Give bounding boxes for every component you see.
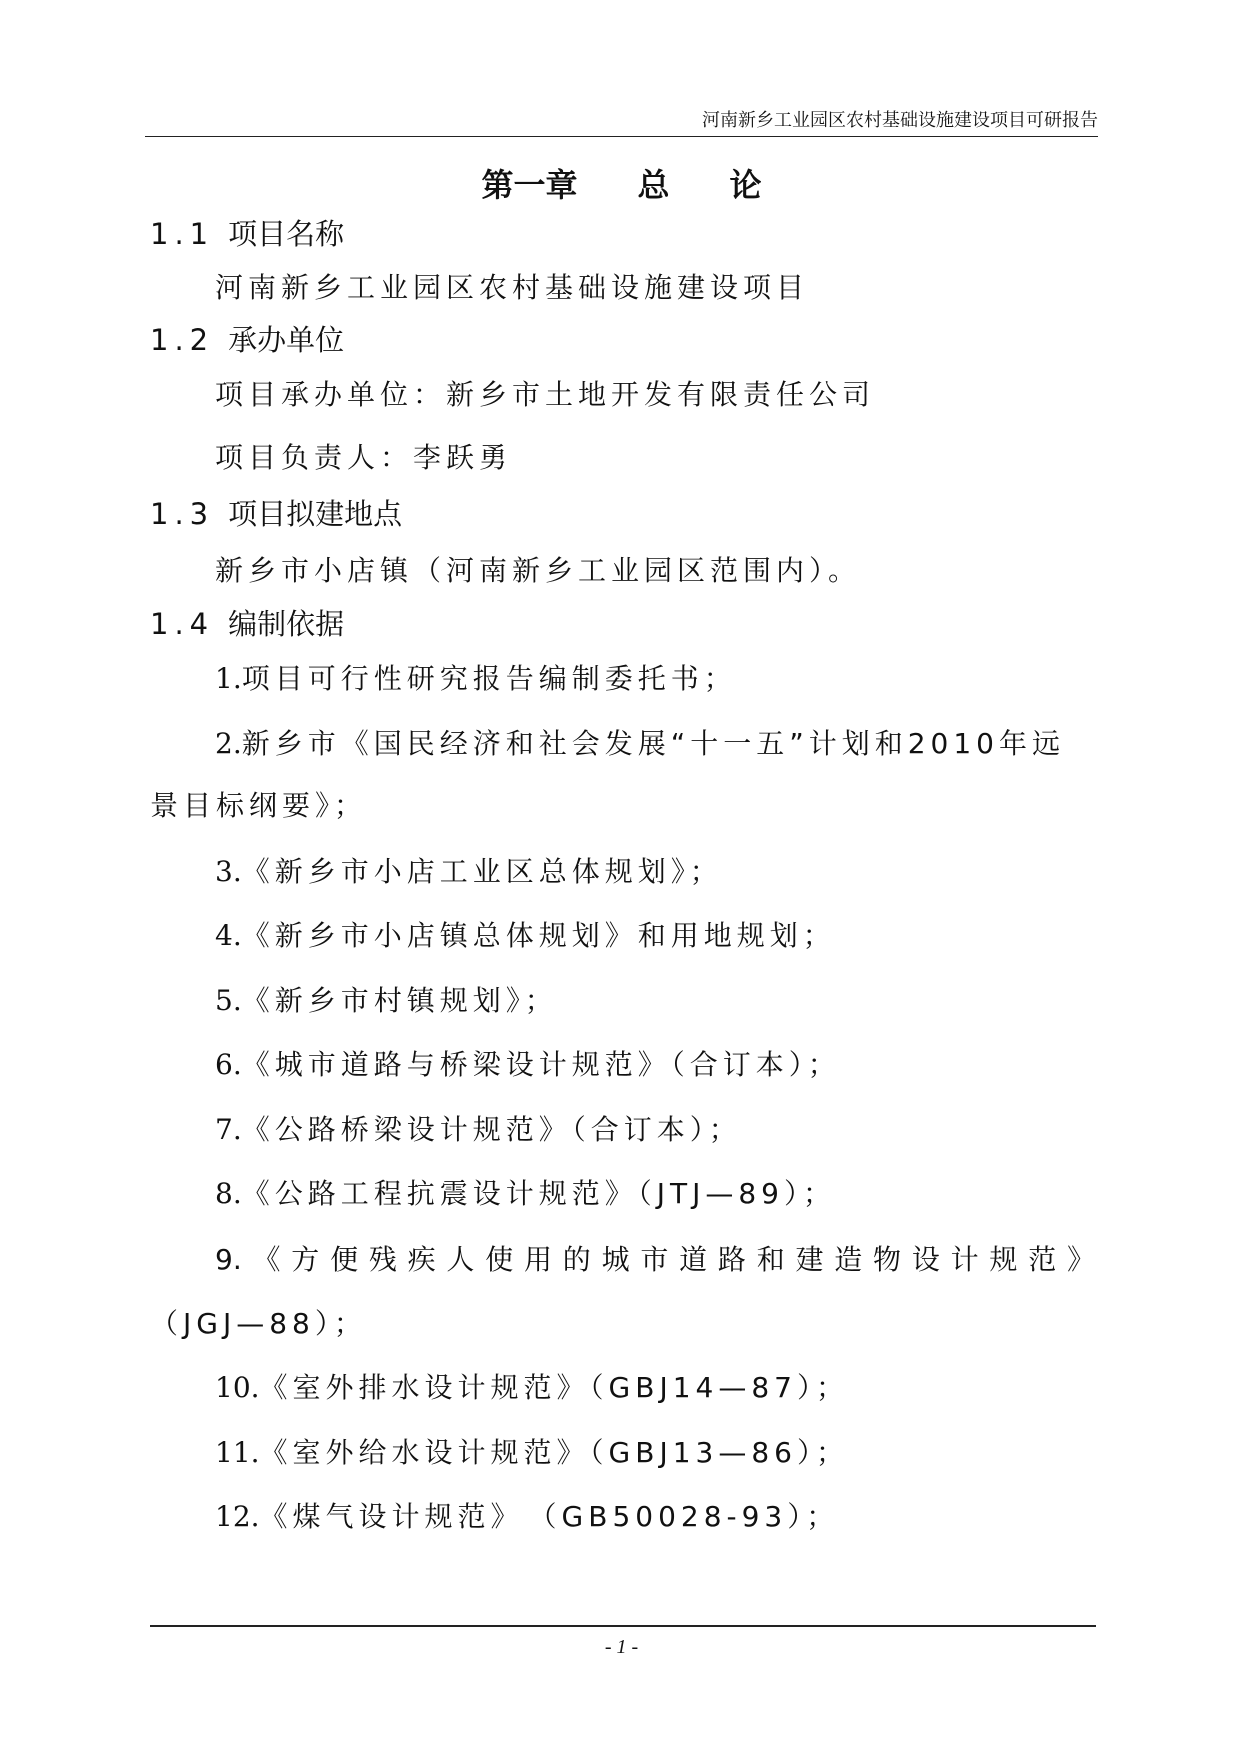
item-text: 项目可行性研究报告编制委托书； (241, 662, 737, 695)
item-number: 1. (215, 662, 242, 695)
item-number: 6. (215, 1048, 242, 1081)
list-item (215, 1431, 849, 1471)
header-divider (145, 136, 1098, 137)
list-item (215, 979, 558, 1019)
section-heading-1-3 (150, 492, 402, 533)
list-item (215, 657, 737, 697)
item-text: 《室外排水设计规范》（GBJ14—87）； (259, 1371, 849, 1404)
list-item (215, 1238, 1095, 1278)
item-number: 11. (215, 1436, 260, 1469)
list-item (215, 1108, 742, 1148)
list-item-continuation: 景目标纲要》； (150, 789, 368, 822)
section-title: 承办单位 (228, 323, 345, 357)
location-text: 新乡市小店镇（河南新乡工业园区范围内）。 (215, 554, 862, 587)
list-item (215, 1495, 839, 1535)
item-text: 《方便残疾人使用的城市道路和建造物设计规范》 (241, 1243, 1095, 1276)
item-number: 3. (215, 855, 242, 888)
section-heading-1-2 (150, 318, 344, 359)
item-number: 9. (215, 1243, 242, 1276)
section-number: 1.1 (150, 217, 215, 251)
list-item (215, 1172, 836, 1212)
item-text: 《室外给水设计规范》（GBJ13—86）； (259, 1436, 849, 1469)
section-title: 编制依据 (228, 607, 345, 641)
item-number: 2. (215, 727, 242, 760)
running-header: 河南新乡工业园区农村基础设施建设项目可研报告 (702, 110, 1098, 131)
leader-text: 项目负责人：李跃勇 (215, 441, 513, 474)
section-number: 1.4 (150, 607, 215, 641)
item-text: 《公路工程抗震设计规范》（JTJ—89）； (241, 1177, 836, 1210)
list-item (215, 1366, 849, 1406)
item-text: 《新乡市小店镇总体规划》和用地规划； (241, 919, 836, 952)
chapter-title (145, 160, 1098, 206)
list-item (215, 1043, 841, 1083)
section-title: 项目名称 (228, 217, 345, 251)
section-heading-1-1 (150, 212, 344, 253)
chapter-word-1: 总 (637, 166, 670, 204)
item-text: 《新乡市村镇规划》； (241, 984, 558, 1017)
item-text: 《城市道路与桥梁设计规范》（合订本）； (241, 1048, 841, 1081)
list-item (215, 914, 836, 954)
item-text: 新乡市《国民经济和社会发展“十一五”计划和2010年远 (241, 727, 1065, 760)
footer-divider (150, 1625, 1096, 1627)
item-number: 10. (215, 1371, 260, 1404)
item-text: 《新乡市小店工业区总体规划》； (241, 855, 723, 888)
item-text: 《煤气设计规范》 （GB50028-93）； (259, 1500, 840, 1533)
list-item (215, 722, 1065, 762)
chapter-word-2: 论 (729, 166, 762, 204)
section-heading-1-4 (150, 602, 344, 643)
item-text: 《公路桥梁设计规范》（合订本）； (241, 1113, 742, 1146)
section-number: 1.2 (150, 323, 215, 357)
project-name-text: 河南新乡工业园区农村基础设施建设项目 (215, 271, 810, 304)
item-number: 7. (215, 1113, 242, 1146)
section-number: 1.3 (150, 497, 215, 531)
undertaker-text: 项目承办单位：新乡市土地开发有限责任公司 (215, 378, 876, 411)
item-number: 12. (215, 1500, 260, 1533)
item-number: 5. (215, 984, 242, 1017)
item-number: 4. (215, 919, 242, 952)
section-title: 项目拟建地点 (228, 497, 403, 531)
list-item-continuation: （JGJ—88）； (150, 1307, 367, 1340)
page-number: - 1 - (604, 1636, 639, 1658)
item-number: 8. (215, 1177, 242, 1210)
list-item (215, 850, 723, 890)
chapter-label: 第一章 (481, 166, 578, 204)
